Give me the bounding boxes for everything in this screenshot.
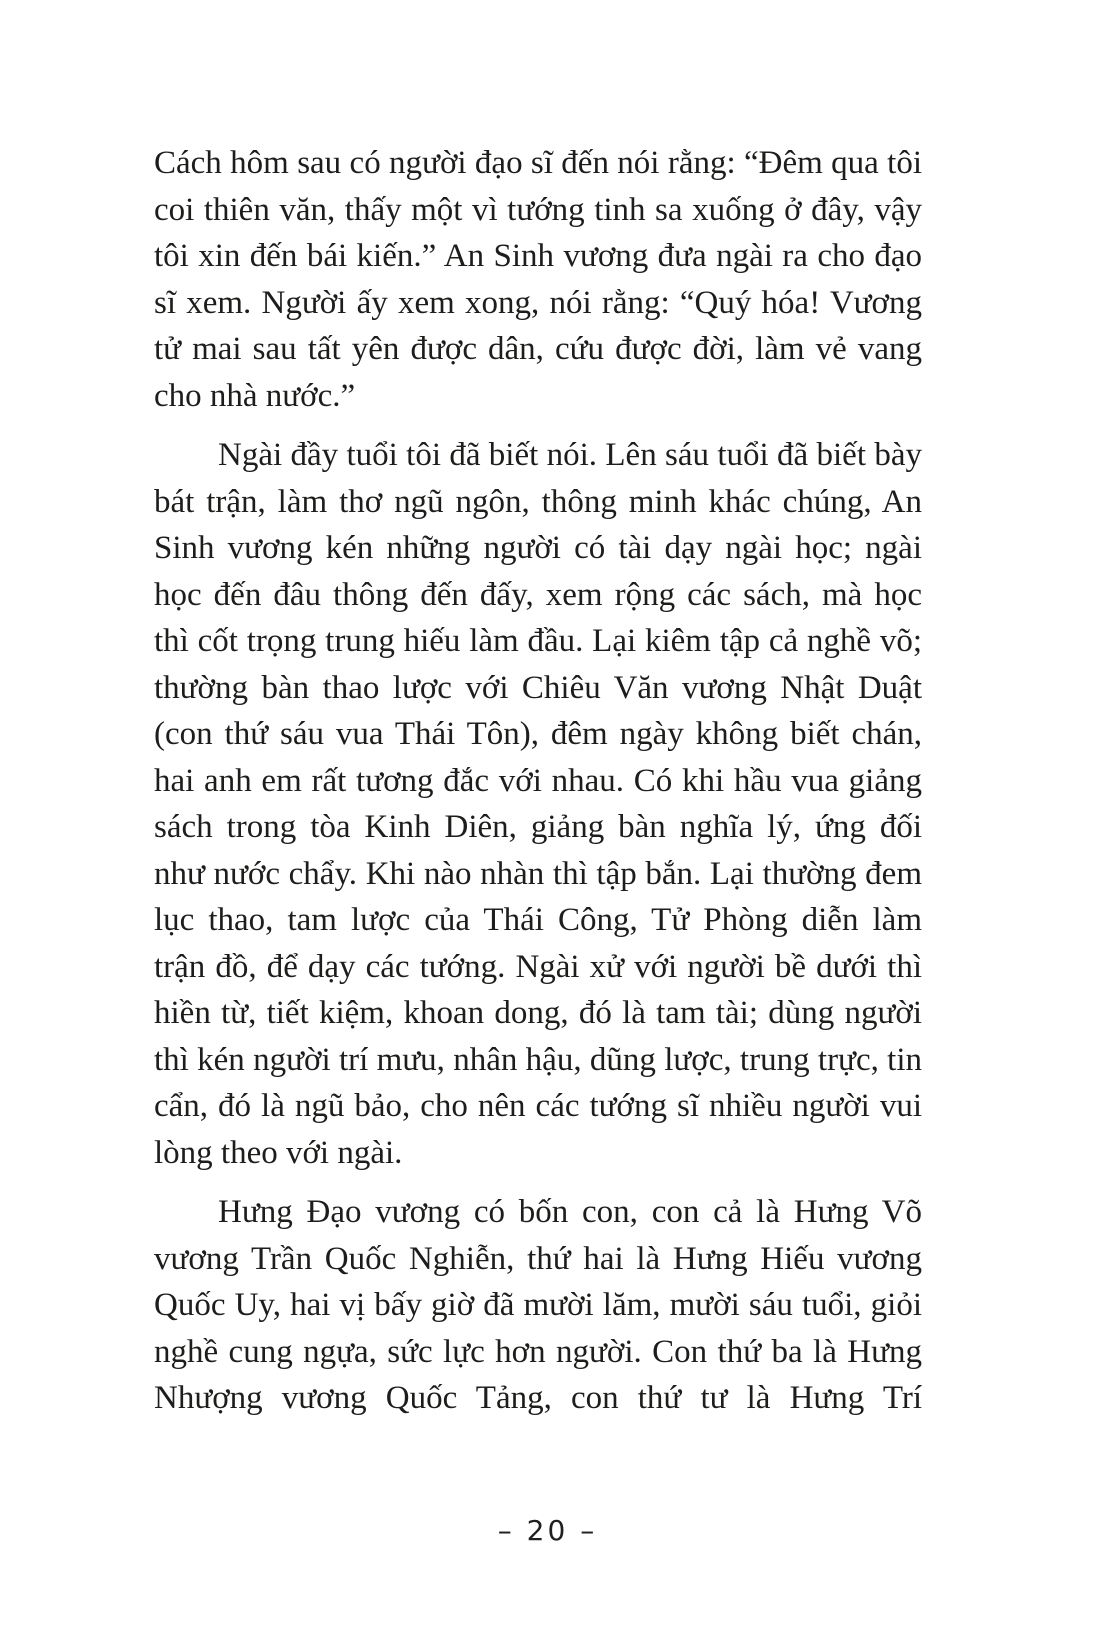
page-text-block [154,140,922,1422]
body-paragraph-3: Hưng Đạo vương có bốn con, con cả là Hưng Võ vương Trần Quốc Nghiễn, thứ hai là Hưng Hiếu vương Quốc Uy, hai vị bấy giờ đã mười lăm, mười sáu tuổi, giỏi nghề cung ngựa, sức lực hơn người. Con thứ ba là Hưng Nhượng vương Quốc Tảng, con thứ tư là Hưng Trí [154,1194,922,1416]
body-paragraph-1: Cách hôm sau có người đạo sĩ đến nói rằng: “Đêm qua tôi coi thiên văn, thấy một vì tướng tinh sa xuống ở đây, vậy tôi xin đến bái kiến.” An Sinh vương đưa ngài ra cho đạo sĩ xem. Người ấy xem xong, nói rằng: “Quý hóa! Vương tử mai sau tất yên được dân, cứu được đời, làm vẻ vang cho nhà nước.” [154,145,922,414]
body-paragraph-2: Ngài đầy tuổi tôi đã biết nói. Lên sáu tuổi đã biết bày bát trận, làm thơ ngũ ngôn, thông minh khác chúng, An Sinh vương kén những người có tài dạy ngài học; ngài học đến đâu thông đến đấy, xem rộng các sách, mà học thì cốt trọng trung hiếu làm đầu. Lại kiêm tập cả nghề võ; thường bàn thao lược với Chiêu Văn vương Nhật Duật (con thứ sáu vua Thái Tôn), đêm ngày không biết chán, hai anh em rất tương đắc với nhau. Có khi hầu vua giảng sách trong tòa Kinh Diên, giảng bàn nghĩa lý, ứng đối như nước chẩy. Khi nào nhàn thì tập bắn. Lại thường đem lục thao, tam lược của Thái Công, Tử Phòng diễn làm trận đồ, để dạy các tướng. Ngài xử với người bề dưới thì hiền từ, tiết kiệm, khoan dong, đó là tam tài; dùng người thì kén người trí mưu, nhân hậu, dũng lược, trung trực, tin cẩn, đó là ngũ bảo, cho nên các tướng sĩ nhiều người vui lòng theo với ngài. [154,437,922,1171]
page-number-folio: – 20 – [497,1514,598,1547]
